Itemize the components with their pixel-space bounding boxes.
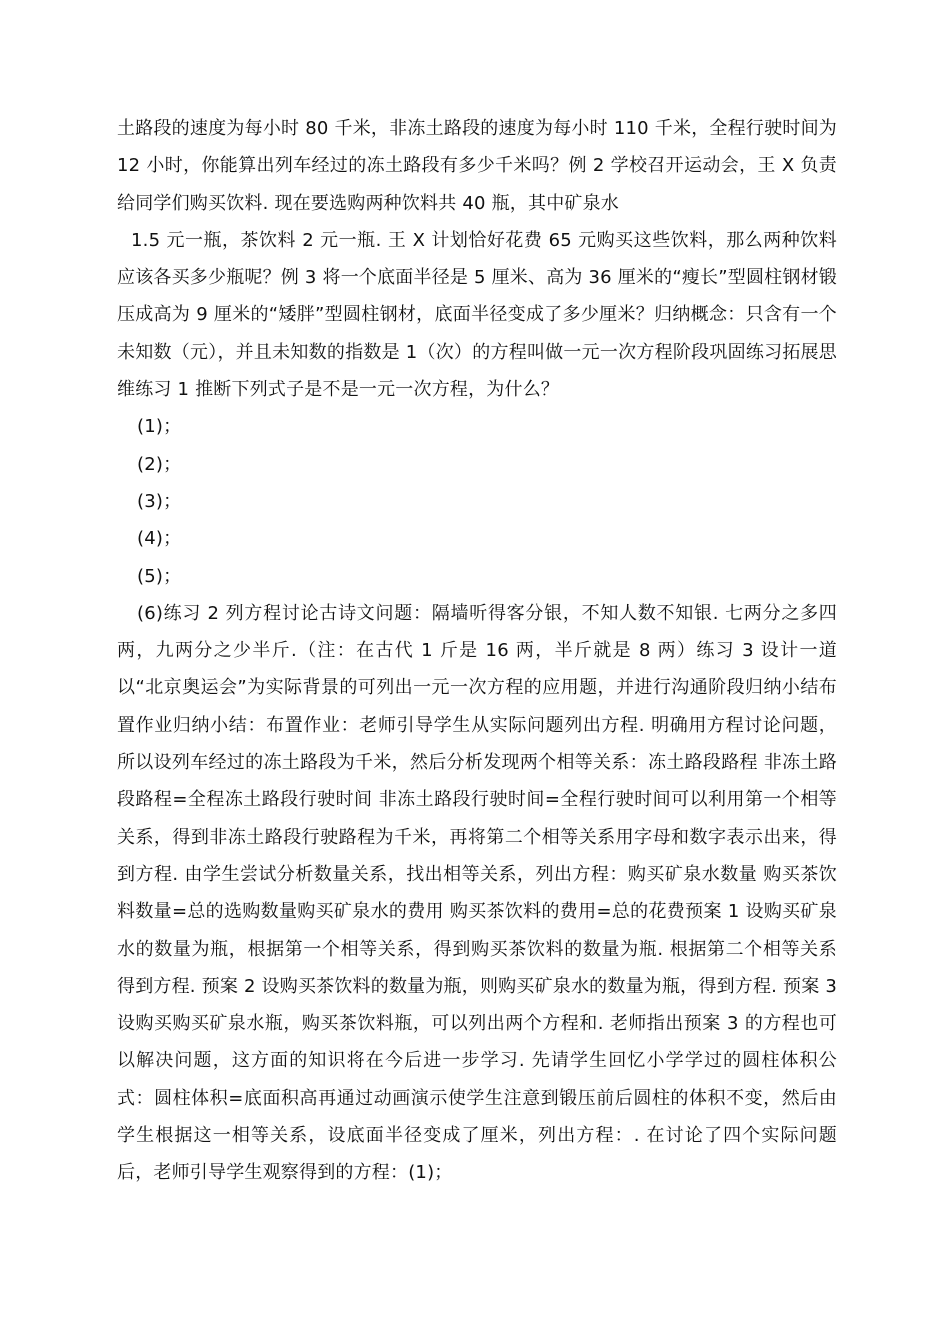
- list-item-5: (5)；: [137, 565, 182, 587]
- document-body: [117, 110, 837, 1192]
- paragraph-3: (6)练习 2 列方程讨论古诗文问题：隔墙听得客分银，不知人数不知银. 七两分之多四两，九两分之少半斤.（注：在古代 1 斤是 16 两，半斤就是 8 两）练习 3 设计一道以“北京奥运会”为实际背景的可列出一元一次方程的应用题，并进行沟通阶段归纳小结布置作业归纳小结：布置作业：老师引导学生从实际问题列出方程. 明确用方程讨论问题，所以设列车经过的冻土路段为千米，然后分析发现两个相等关系：冻土路段路程 非冻土路段路程=全程冻土路段行驶时间 非冻土路段行驶时间=全程行驶时间可以利用第一个相等关系，得到非冻土路段行驶路程为千米，再将第二个相等关系用字母和数字表示出来，得到方程. 由学生尝试分析数量关系，找出相等关系，列出方程：购买矿泉水数量 购买茶饮料数量=总的选购数量购买矿泉水的费用 购买茶饮料的费用=总的花费预案 1 设购买矿泉水的数量为瓶，根据第一个相等关系，得到购买茶饮料的数量为瓶. 根据第二个相等关系得到方程. 预案 2 设购买茶饮料的数量为瓶，则购买矿泉水的数量为瓶，得到方程. 预案 3 设购买购买矿泉水瓶，购买茶饮料瓶，可以列出两个方程和. 老师指出预案 3 的方程也可以解决问题，这方面的知识将在今后进一步学习. 先请学生回忆小学学过的圆柱体积公式：圆柱体积=底面积高再通过动画演示使学生注意到锻压前后圆柱的体积不变，然后由学生根据这一相等关系，设底面半径变成了厘米，列出方程：. 在讨论了四个实际问题后，老师引导学生观察得到的方程：(1)；: [117, 602, 837, 1184]
- list-item-1: (1)；: [137, 416, 182, 438]
- paragraph-1: 土路段的速度为每小时 80 千米，非冻土路段的速度为每小时 110 千米，全程行驶时间为 12 小时，你能算出列车经过的冻土路段有多少千米吗？例 2 学校召开运动会，王 X 负责给同学们购买饮料. 现在要选购两种饮料共 40 瓶，其中矿泉水: [117, 118, 837, 214]
- list-item-3: (3)；: [137, 490, 182, 512]
- list-item-4: (4)；: [137, 528, 182, 550]
- list-item-2: (2)；: [137, 453, 182, 475]
- paragraph-2: 1.5 元一瓶，茶饮料 2 元一瓶. 王 X 计划恰好花费 65 元购买这些饮料，那么两种饮料应该各买多少瓶呢？例 3 将一个底面半径是 5 厘米、高为 36 厘米的“瘦长”型圆柱钢材锻压成高为 9 厘米的“矮胖”型圆柱钢材，底面半径变成了多少厘米？归纳概念：只含有一个未知数（元），并且未知数的指数是 1（次）的方程叫做一元一次方程阶段巩固练习拓展思维练习 1 推断下列式子是不是一元一次方程，为什么？: [117, 229, 837, 401]
